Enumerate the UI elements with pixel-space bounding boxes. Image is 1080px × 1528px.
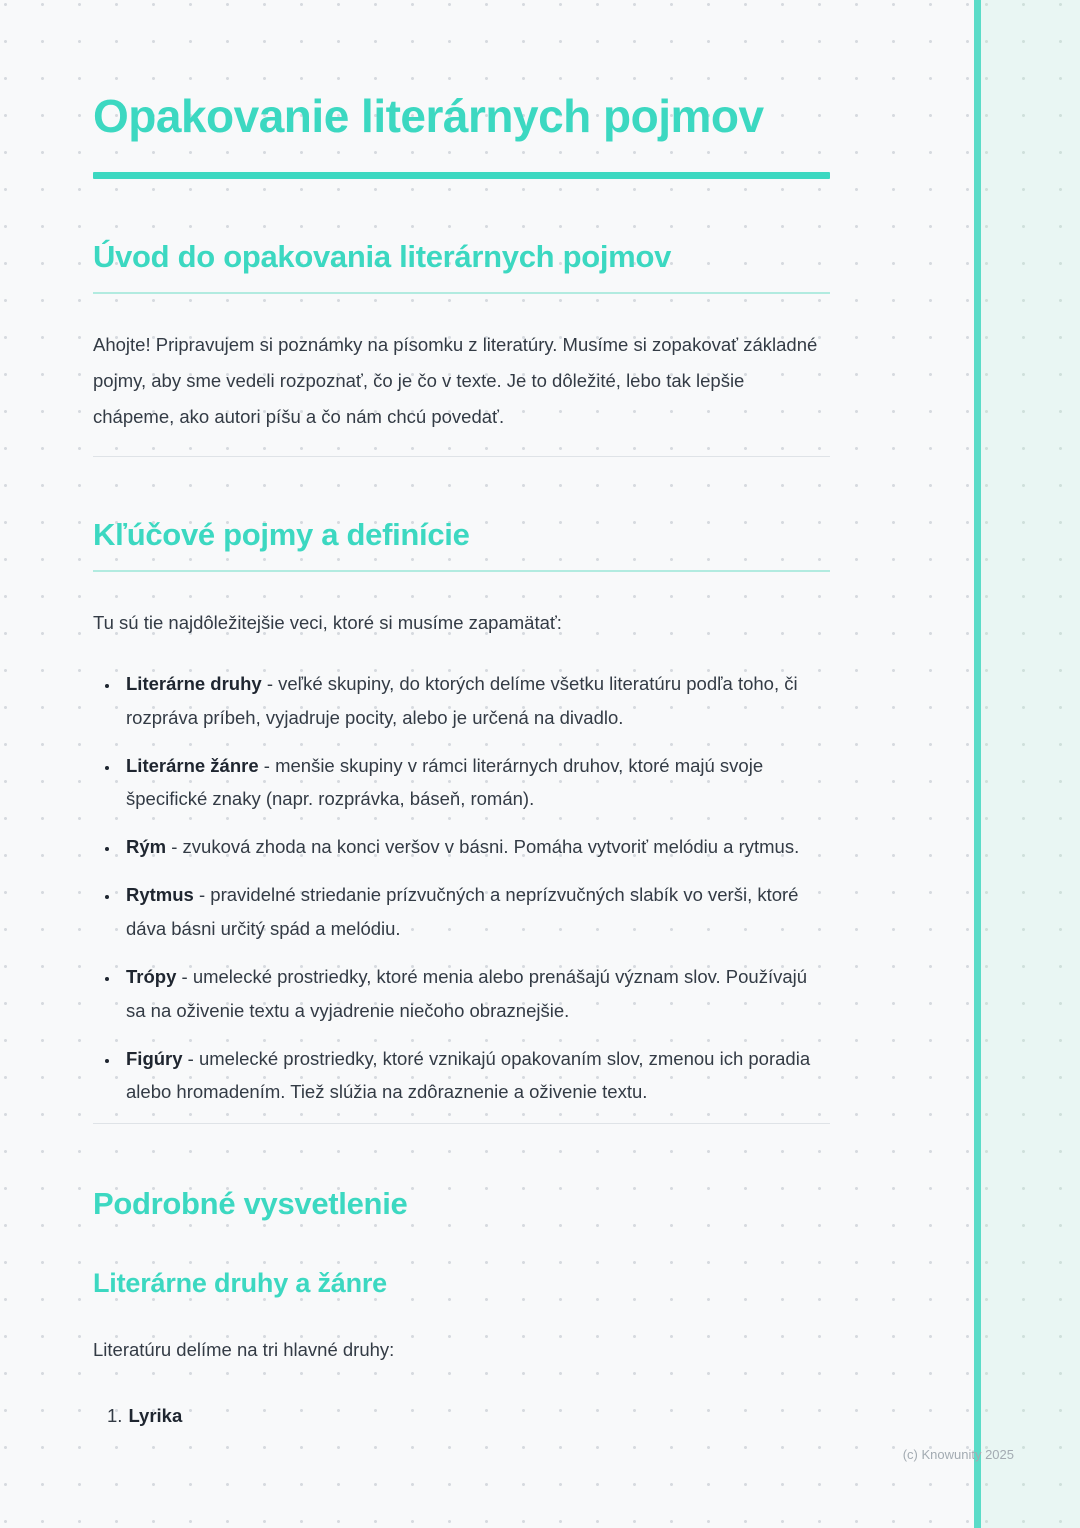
list-item <box>120 749 830 817</box>
list-item <box>120 830 830 864</box>
section-divider <box>93 1123 830 1124</box>
intro-section-heading: Úvod do opakovania literárnych pojmov <box>93 239 830 294</box>
concept-term: Rým <box>126 836 167 858</box>
section-divider <box>93 456 830 457</box>
list-item <box>120 960 830 1028</box>
list-item-number: 1. <box>107 1404 123 1426</box>
title-underline-bar <box>93 172 830 179</box>
concept-term: Literárne druhy <box>126 672 262 694</box>
genre-ordered-list <box>93 1399 830 1432</box>
concept-definition: - pravidelné striedanie prízvučných a neprízvučných slabík vo verši, ktoré dáva básni určitý spád a melódiu. <box>126 884 799 939</box>
footer-credit: (c) Knowunity 2025 <box>902 1447 1014 1462</box>
detail-subheading: Literárne druhy a žánre <box>93 1268 387 1299</box>
concept-definition: - zvuková zhoda na konci veršov v básni. Pomáha vytvoriť melódiu a rytmus. <box>171 836 800 858</box>
intro-paragraph: Ahojte! Pripravujem si poznámky na písomku z literatúry. Musíme si zopakovať základné pojmy, aby sme vedeli rozpoznať, čo je čo v texte. Je to dôležité, lebo tak lepšie chápeme, ako autori píšu a čo nám chcú povedať. <box>93 334 818 427</box>
key-concepts-intro: Tu sú tie najdôležitejšie veci, ktoré si musíme zapamätať: <box>93 612 562 634</box>
list-item <box>93 1399 830 1432</box>
key-concepts-heading: Kľúčové pojmy a definície <box>93 517 830 572</box>
document-content <box>93 88 830 1432</box>
right-margin-tint <box>981 0 1080 1528</box>
page-title: Opakovanie literárnych pojmov <box>93 90 764 142</box>
list-item <box>120 667 830 735</box>
concept-definition: - umelecké prostriedky, ktoré menia alebo prenášajú význam slov. Používajú sa na oživenie textu a vyjadrenie niečoho obraznejšie. <box>126 965 808 1021</box>
list-item-label: Lyrika <box>128 1404 183 1426</box>
detail-paragraph: Literatúru delíme na tri hlavné druhy: <box>93 1339 395 1361</box>
concept-term: Rytmus <box>126 884 194 906</box>
concept-list <box>93 667 830 1109</box>
concept-definition: - menšie skupiny v rámci literárnych druhov, ktoré majú svoje špecifické znaky (napr. rozprávka, báseň, román). <box>126 754 764 810</box>
list-item <box>120 1042 830 1110</box>
concept-definition: - veľké skupiny, do ktorých delíme všetku literatúru podľa toho, či rozpráva príbeh, vyjadruje pocity, alebo je určená na divadlo. <box>126 672 798 728</box>
concept-term: Figúry <box>126 1047 183 1069</box>
list-item <box>120 878 830 946</box>
concept-definition: - umelecké prostriedky, ktoré vznikajú opakovaním slov, zmenou ich poradia alebo hromadením. Tiež slúžia na zdôraznenie a oživenie textu. <box>126 1047 811 1103</box>
right-accent-stripe <box>974 0 981 1528</box>
concept-term: Literárne žánre <box>126 754 259 776</box>
detail-section-heading: Podrobné vysvetlenie <box>93 1186 408 1222</box>
concept-term: Trópy <box>126 965 177 987</box>
